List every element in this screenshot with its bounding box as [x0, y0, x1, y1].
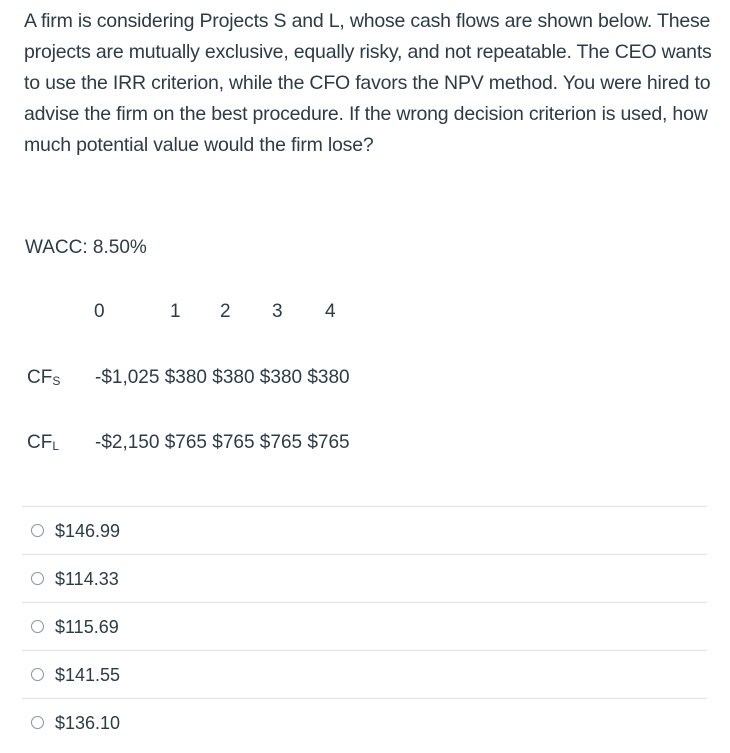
- cash-flow-label: $CF_S$: [27, 367, 61, 388]
- answer-option[interactable]: [22, 602, 707, 650]
- answer-label: $141.55: [55, 664, 121, 685]
- answer-list: [22, 506, 707, 746]
- cash-flow-values: -$2,150 $765 $765 $765 $765: [95, 432, 350, 453]
- answer-option[interactable]: [22, 698, 707, 746]
- radio-button[interactable]: [31, 572, 44, 585]
- period-label: 2: [220, 301, 231, 322]
- answer-option[interactable]: [22, 506, 707, 554]
- answer-option[interactable]: [22, 650, 707, 698]
- radio-button[interactable]: [31, 524, 44, 537]
- cash-flow-label: $CF_L$: [27, 432, 60, 453]
- answer-label: $115.69: [55, 616, 119, 637]
- period-label: 1: [170, 301, 181, 322]
- cash-flow-values: -$1,025 $380 $380 $380 $380: [95, 367, 350, 388]
- answer-option[interactable]: [22, 554, 707, 602]
- answer-label: $136.10: [55, 712, 121, 733]
- radio-button[interactable]: [31, 716, 44, 729]
- radio-button[interactable]: [31, 668, 44, 681]
- period-label: 3: [272, 301, 283, 322]
- answer-label: $146.99: [55, 520, 121, 541]
- period-label: 4: [325, 301, 336, 322]
- answer-label: $114.33: [55, 568, 119, 589]
- question-text: A firm is considering Projects S and L, whose cash flows are shown below. These projects are mutually exclusive, equally risky, and not repeatable. The CEO wants to use the IRR criterion, while the CFO favors the NPV method. You were hired to advise the firm on the best procedure. If the wrong decision criterion is used, how much potential value would the firm lose?: [24, 10, 712, 156]
- radio-button[interactable]: [31, 620, 44, 633]
- period-label: 0: [94, 301, 105, 322]
- wacc-value: WACC: 8.50%: [25, 237, 147, 258]
